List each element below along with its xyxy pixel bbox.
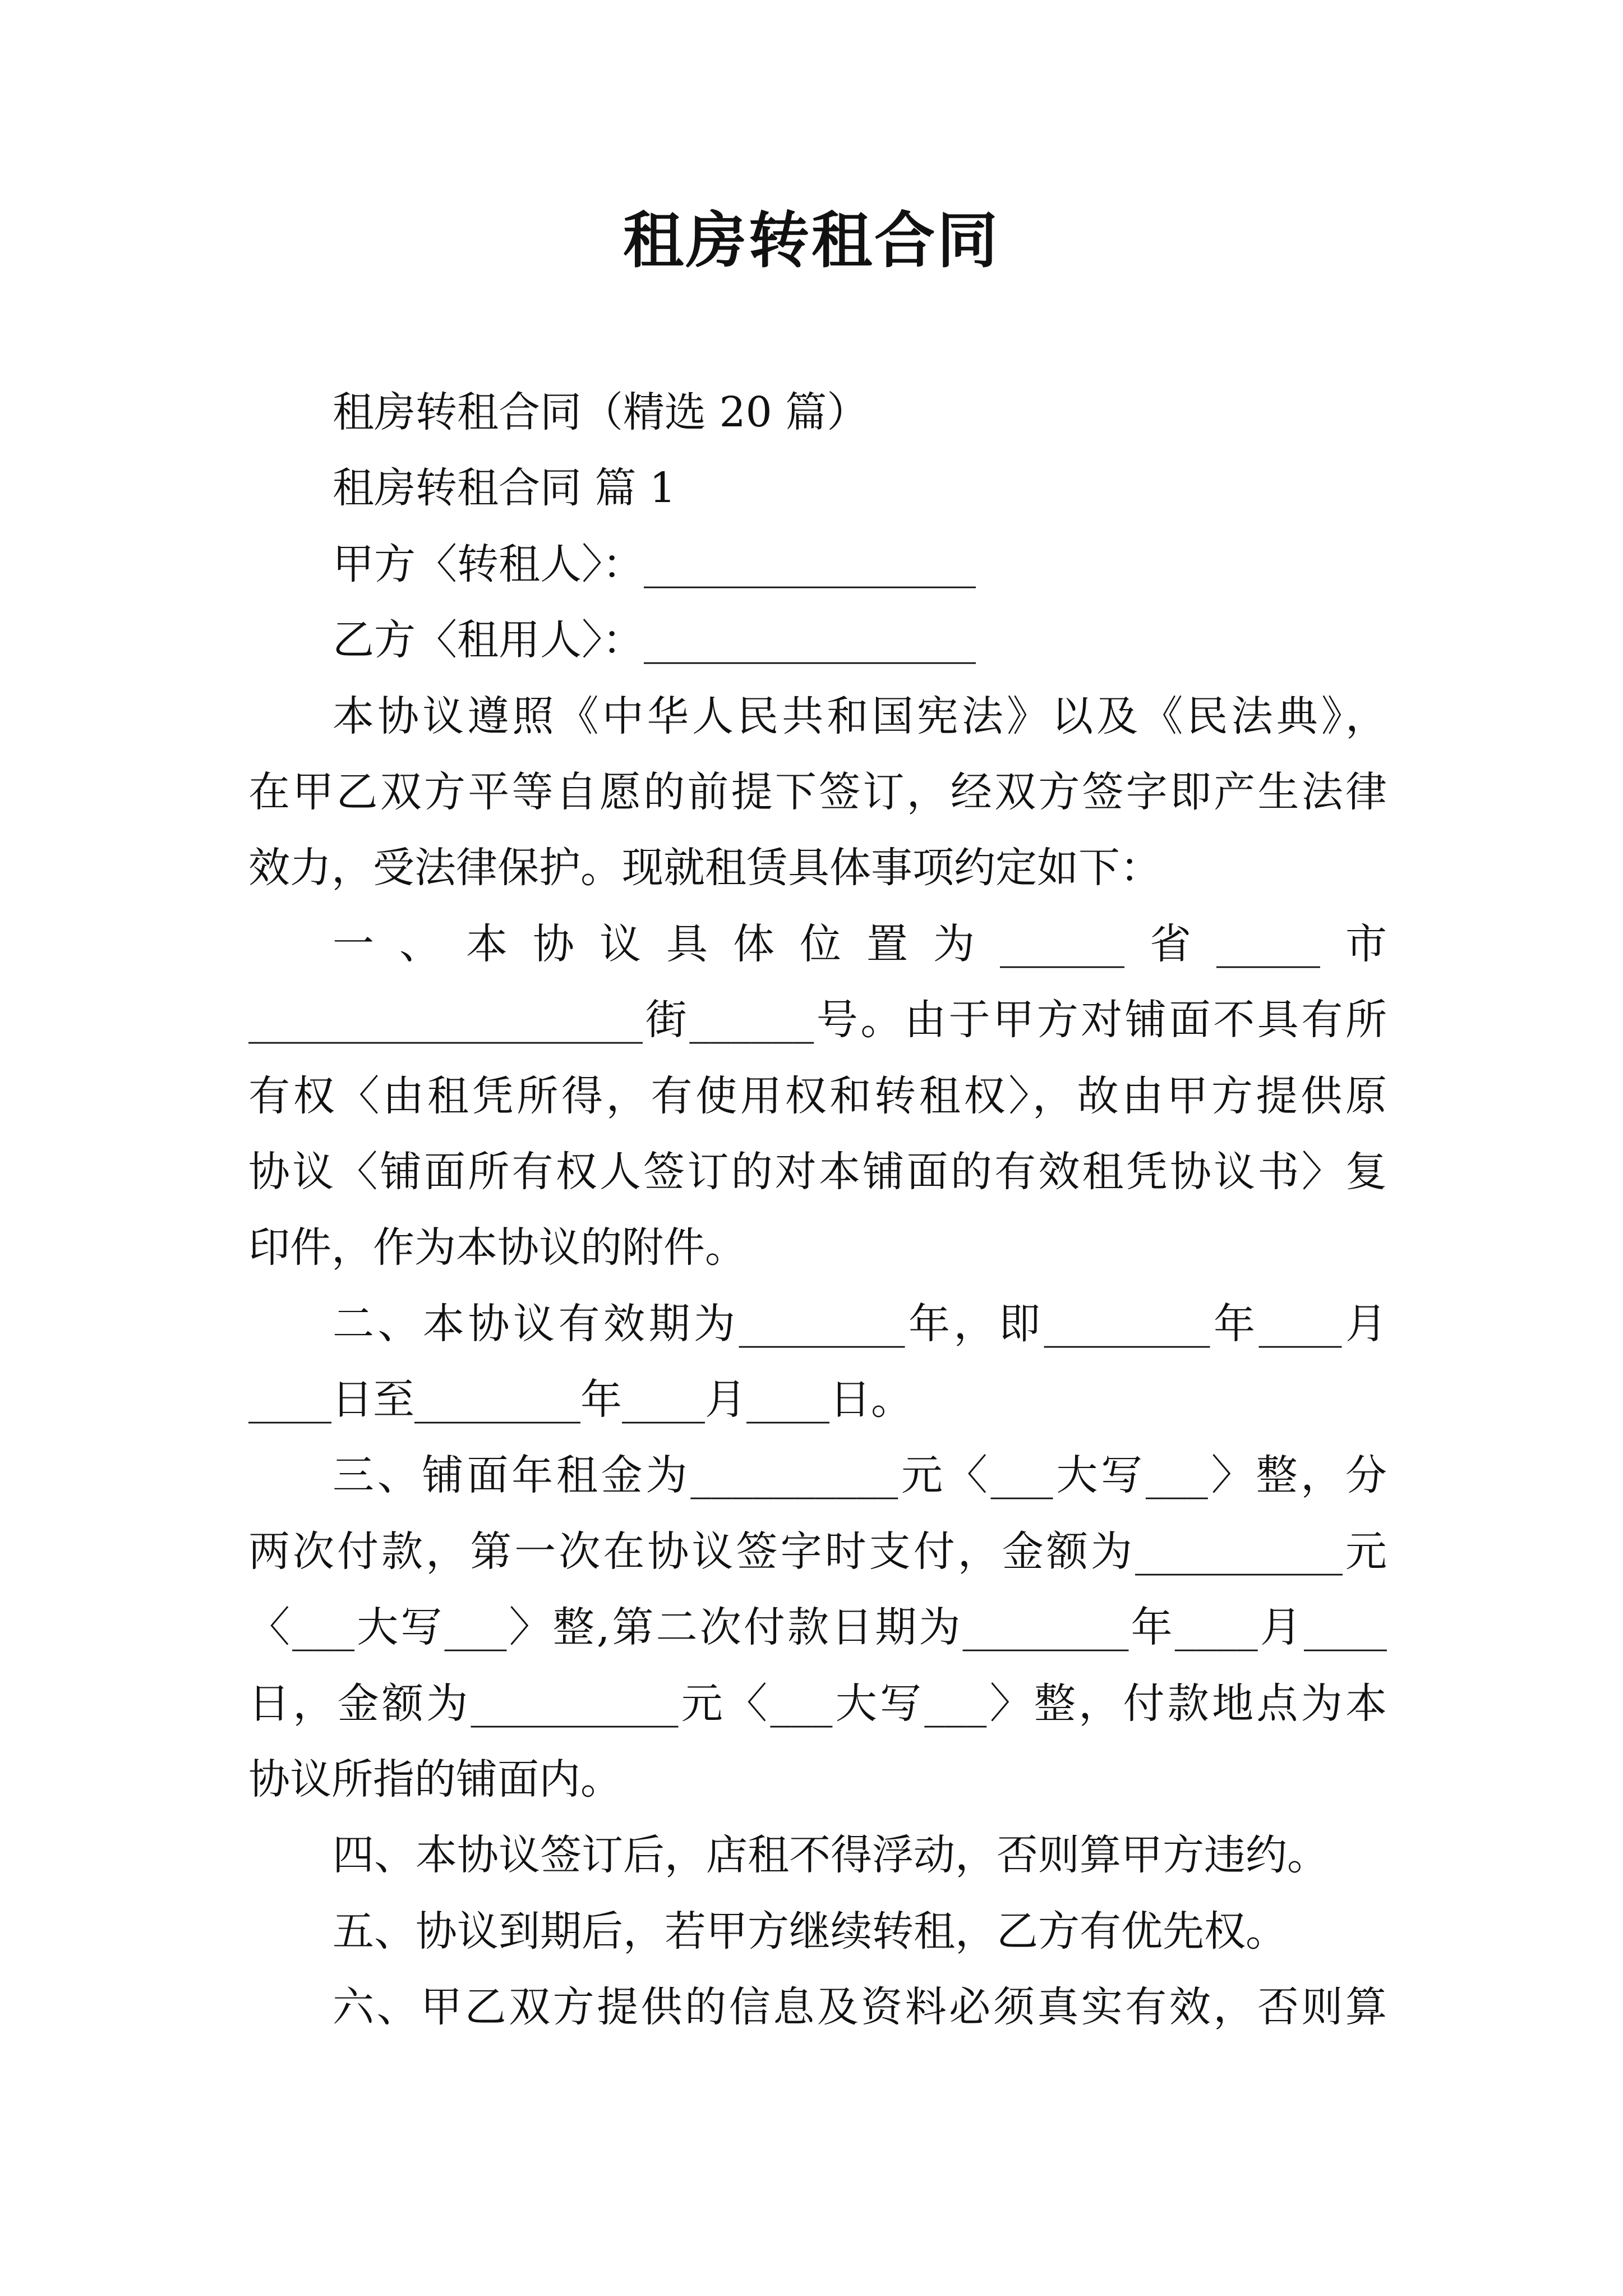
clause-1-line: 协议〈铺面所有权人签订的对本铺面的有效租凭协议书〉复 bbox=[248, 1147, 1387, 1196]
section-heading: 租房转租合同 篇 1 bbox=[333, 464, 676, 513]
clause-1-line: 有权〈由租凭所得，有使用权和转租权〉，故由甲方提供原 bbox=[248, 1071, 1387, 1120]
document-title: 租房转租合同 bbox=[623, 206, 1000, 276]
clause-3-line: 协议所指的铺面内。 bbox=[248, 1755, 622, 1804]
clause-2-line: 二、本协议有效期为________年，即________年____月 bbox=[333, 1299, 1387, 1348]
paragraph-line: 本协议遵照《中华人民共和国宪法》以及《民法典》， bbox=[333, 692, 1387, 740]
clause-1-line: 印件，作为本协议的附件。 bbox=[248, 1223, 746, 1272]
clause-4-line: 四、本协议签订后，店租不得浮动，否则算甲方违约。 bbox=[333, 1831, 1329, 1880]
paragraph-line: 在甲乙双方平等自愿的前提下签订，经双方签字即产生法律 bbox=[248, 767, 1387, 816]
clause-5-line: 五、协议到期后，若甲方继续转租，乙方有优先权。 bbox=[333, 1907, 1287, 1955]
subtitle-line: 租房转租合同（精选 20 篇） bbox=[333, 388, 869, 436]
document-body bbox=[248, 375, 1387, 2046]
clause-2-line: ____日至________年____月____日。 bbox=[248, 1375, 912, 1424]
clause-3-line: 日，金额为__________元〈___大写___〉整，付款地点为本 bbox=[248, 1679, 1387, 1728]
party-a-line: 甲方〈转租人〉：________________ bbox=[333, 540, 976, 588]
clause-1-line: ___________________街______号。由于甲方对铺面不具有所 bbox=[248, 996, 1387, 1045]
clause-3-line: 两次付款，第一次在协议签字时支付，金额为__________元 bbox=[248, 1527, 1387, 1576]
clause-3-line: 三、铺面年租金为__________元〈___大写___〉整，分 bbox=[333, 1451, 1387, 1500]
paragraph-line: 效力，受法律保护。现就租赁具体事项约定如下： bbox=[248, 844, 1161, 892]
party-b-line: 乙方〈租用人〉：________________ bbox=[333, 616, 976, 665]
clause-3-line: 〈___大写___〉整,第二次付款日期为________年____月____ bbox=[248, 1603, 1387, 1652]
clause-6-line: 六、甲乙双方提供的信息及资料必须真实有效，否则算 bbox=[333, 1983, 1387, 2032]
clause-1-line: 一、本协议具体位置为______省_____市 bbox=[333, 919, 1387, 968]
